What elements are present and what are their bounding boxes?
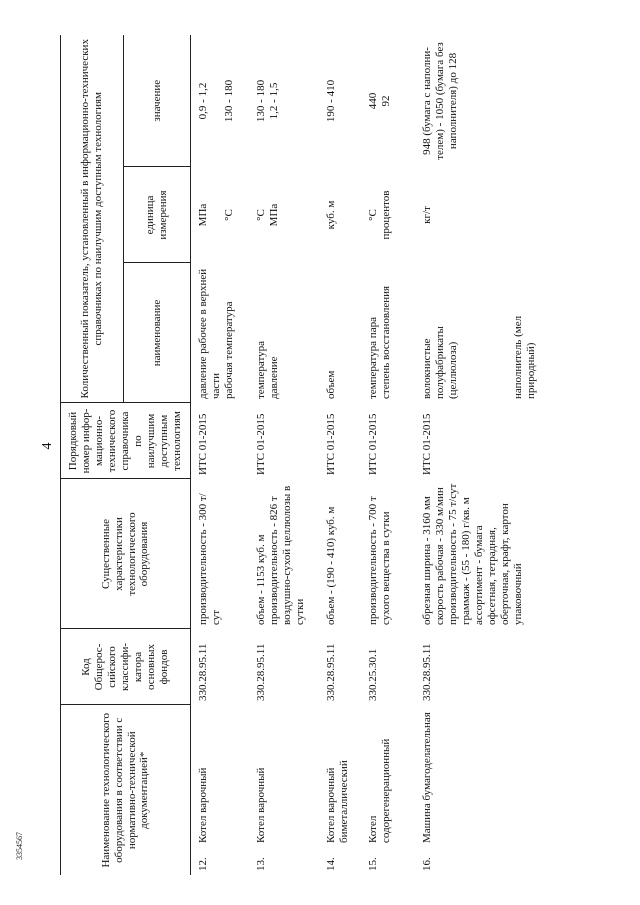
indicator-name: рабочая температура <box>222 301 235 399</box>
indicator-name: наполнитель (мел природный) <box>511 315 537 399</box>
indicator-name: давление рабочее в верхней части <box>197 268 222 399</box>
indicator-names <box>195 263 253 403</box>
indicator-values <box>419 35 559 167</box>
header-indicator-name: наименование <box>124 263 191 403</box>
equipment-table <box>60 35 559 875</box>
indicator-value: 190 - 410 <box>325 79 337 123</box>
header-name: Наименование технологического оборудования в соответствии с нормативно-технической документацией* <box>61 705 191 875</box>
indicator-value: 440 <box>367 92 379 110</box>
row-number: 14. <box>325 857 337 871</box>
indicator-name: объем <box>325 370 337 399</box>
indicator-values <box>253 35 323 167</box>
indicator-names <box>323 263 365 403</box>
table-row <box>419 35 559 875</box>
indicator-units <box>419 167 559 263</box>
indicator-value: 0,9 - 1,2 <box>197 82 209 120</box>
reference-number: ИТС 01-2015 <box>255 413 267 475</box>
equipment-name: Котел варочный <box>255 767 267 843</box>
document-stamp: 3354567 <box>15 832 24 860</box>
equipment-characteristics: производительность - 300 т/сут <box>197 493 222 625</box>
indicator-name: температура пара <box>367 317 379 399</box>
equipment-characteristics: объем - 1153 куб. м производительность - 826 т воздушно-сухой целлюлозы в сутки <box>255 485 306 625</box>
reference-number: ИТС 01-2015 <box>325 413 337 475</box>
indicator-units <box>323 167 365 263</box>
equipment-characteristics: обрезная ширина - 3160 мм скорость рабочая - 330 м/мин производительность - 75 т/сут граммаж - (55 - 180) г/кв. м ассортимент - бумага офсетная, тетрадная, оберточная, крафт, картон упаковочный <box>421 483 524 625</box>
indicator-unit: куб. м <box>325 200 337 230</box>
equipment-name: Котел содорегенерационный <box>367 738 392 843</box>
equipment-code: 330.28.95.11 <box>255 643 267 701</box>
header-indicator-value: значение <box>124 35 191 167</box>
rotated-table-container <box>60 35 588 875</box>
reference-number: ИТС 01-2015 <box>197 413 209 475</box>
indicator-values <box>195 35 253 167</box>
equipment-code: 330.25.30.1 <box>367 648 379 701</box>
equipment-characteristics: производительность - 700 т сухого вещества в сутки <box>367 496 392 625</box>
indicator-name: температура <box>255 340 267 399</box>
reference-number: ИТС 01-2015 <box>421 413 433 475</box>
equipment-code: 330.28.95.11 <box>325 643 337 701</box>
indicator-value: 92 <box>379 95 392 107</box>
header-code: Код Общерос-сийского классифи-катора основных фондов <box>61 629 191 705</box>
row-number: 12. <box>197 857 209 871</box>
indicator-names <box>419 263 559 403</box>
header-indicator-unit: единица измерения <box>124 167 191 263</box>
equipment-characteristics: объем - (190 - 410) куб. м <box>325 506 337 625</box>
indicator-value: 1,2 - 1,5 <box>267 82 280 120</box>
row-number: 16. <box>421 857 433 871</box>
header-indicator-group: Количественный показатель, установленный в информационно-технических справочниках по наилучшим доступным технологиям <box>61 35 124 403</box>
table-row <box>253 35 323 875</box>
page-number: 4 <box>40 442 55 450</box>
indicator-unit: процентов <box>379 190 392 240</box>
indicator-name: волокнистые полуфабрикаты (целлюлоза) <box>421 326 459 399</box>
indicator-values <box>365 35 419 167</box>
equipment-name: Котел варочный <box>197 767 209 843</box>
indicator-unit: кг/т <box>421 206 433 224</box>
table-row <box>365 35 419 875</box>
indicator-unit: МПа <box>197 203 209 227</box>
indicator-unit: °С <box>255 209 267 221</box>
indicator-value: 948 (бумага с наполни-телем) - 1050 (бумага без наполнителя) до 128 <box>421 42 459 160</box>
table-row <box>323 35 365 875</box>
indicator-unit: °С <box>222 209 235 221</box>
row-number: 15. <box>367 857 379 871</box>
indicator-unit: °С <box>367 209 379 221</box>
indicator-name: степень восстановления <box>379 285 392 399</box>
equipment-name: Котел варочный биметаллический <box>325 760 350 843</box>
indicator-value: 130 - 180 <box>222 79 235 123</box>
reference-number: ИТС 01-2015 <box>367 413 379 475</box>
header-reference-number: Порядковый номер инфор-мационно-технического справочника по наилучшим доступным технологиям <box>61 403 191 479</box>
indicator-names <box>253 263 323 403</box>
indicator-units <box>365 167 419 263</box>
table-row <box>195 35 253 875</box>
equipment-code: 330.28.95.11 <box>421 643 433 701</box>
indicator-unit: МПа <box>267 203 280 227</box>
indicator-units <box>253 167 323 263</box>
indicator-units <box>195 167 253 263</box>
header-characteristics: Существенные характеристики технологического оборудования <box>61 479 191 629</box>
row-number: 13. <box>255 857 267 871</box>
indicator-values <box>323 35 365 167</box>
equipment-name: Машина бумагоделательная <box>421 712 433 843</box>
indicator-name: давление <box>267 356 280 399</box>
equipment-code: 330.28.95.11 <box>197 643 209 701</box>
indicator-value: 130 - 180 <box>255 79 267 123</box>
indicator-names <box>365 263 419 403</box>
